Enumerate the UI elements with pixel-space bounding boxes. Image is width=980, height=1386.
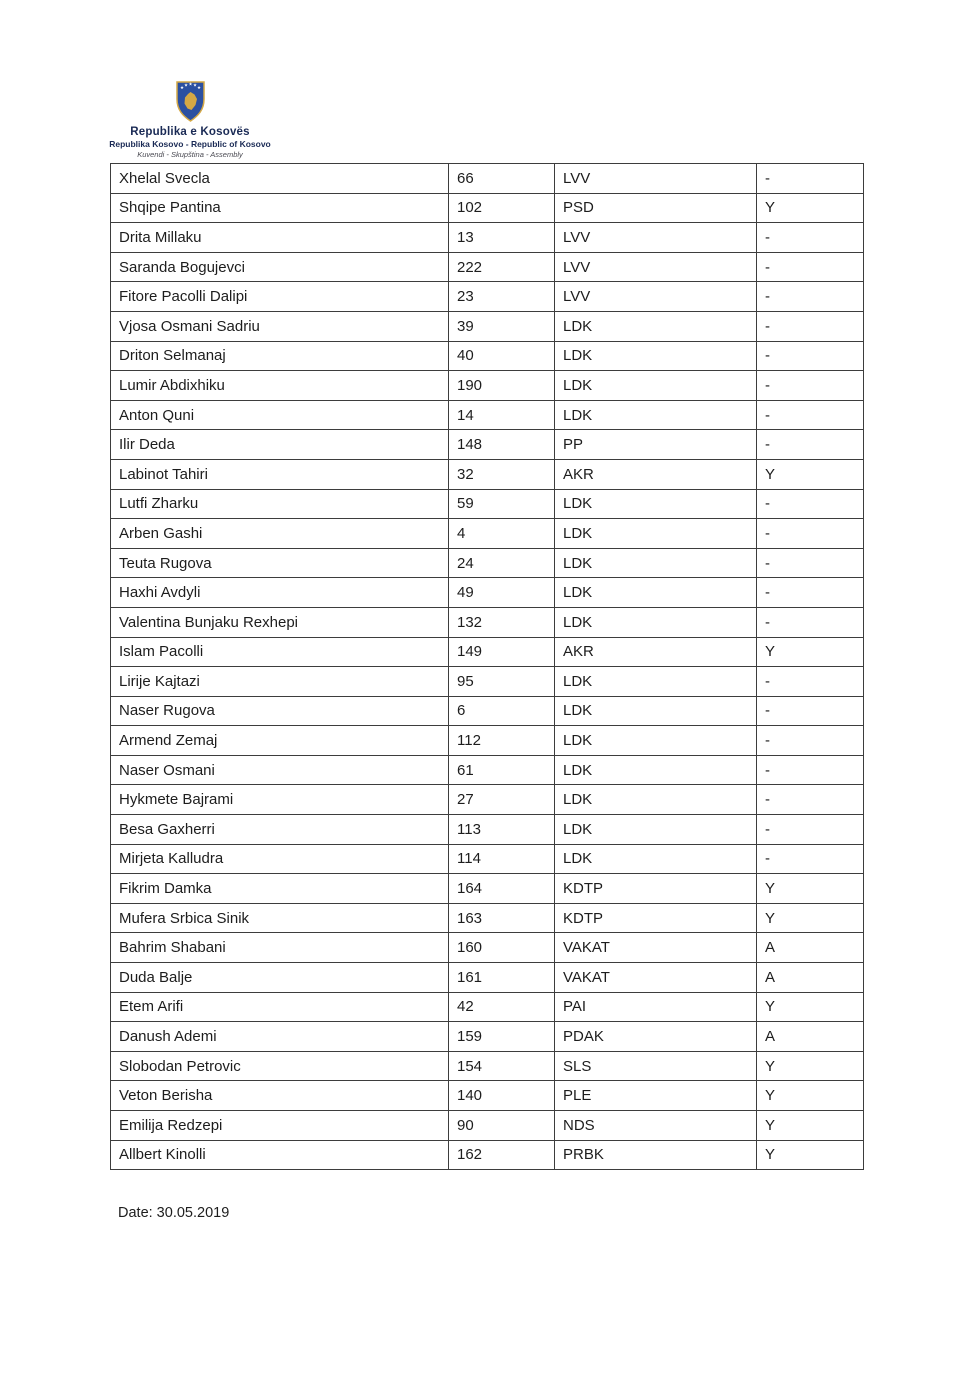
cell-party: LVV <box>555 282 757 312</box>
cell-vote: - <box>757 311 864 341</box>
cell-vote: - <box>757 400 864 430</box>
table-row <box>111 696 864 726</box>
cell-deputy-name: Ilir Deda <box>111 430 449 460</box>
cell-ballot-number: 66 <box>449 164 555 194</box>
table-row <box>111 815 864 845</box>
table-row <box>111 578 864 608</box>
table-row <box>111 193 864 223</box>
cell-ballot-number: 112 <box>449 726 555 756</box>
cell-party: SLS <box>555 1051 757 1081</box>
cell-vote: - <box>757 489 864 519</box>
cell-deputy-name: Shqipe Pantina <box>111 193 449 223</box>
cell-deputy-name: Hykmete Bajrami <box>111 785 449 815</box>
cell-party: KDTP <box>555 903 757 933</box>
cell-deputy-name: Bahrim Shabani <box>111 933 449 963</box>
cell-party: NDS <box>555 1111 757 1141</box>
cell-vote: Y <box>757 1051 864 1081</box>
cell-vote: - <box>757 282 864 312</box>
cell-party: LDK <box>555 311 757 341</box>
cell-party: LDK <box>555 696 757 726</box>
cell-deputy-name: Emilija Redzepi <box>111 1111 449 1141</box>
header-title-bilingual: Republika Kosovo - Republic of Kosovo <box>109 139 271 150</box>
table-row <box>111 933 864 963</box>
cell-party: LDK <box>555 726 757 756</box>
table-row <box>111 844 864 874</box>
cell-deputy-name: Etem Arifi <box>111 992 449 1022</box>
cell-vote: - <box>757 548 864 578</box>
cell-deputy-name: Danush Ademi <box>111 1022 449 1052</box>
table-row <box>111 874 864 904</box>
cell-ballot-number: 90 <box>449 1111 555 1141</box>
cell-ballot-number: 149 <box>449 637 555 667</box>
cell-vote: Y <box>757 992 864 1022</box>
cell-ballot-number: 148 <box>449 430 555 460</box>
svg-text:★: ★ <box>179 85 184 90</box>
document-header <box>108 80 272 161</box>
cell-party: PP <box>555 430 757 460</box>
cell-vote: - <box>757 667 864 697</box>
cell-party: PAI <box>555 992 757 1022</box>
cell-vote: - <box>757 430 864 460</box>
cell-vote: Y <box>757 637 864 667</box>
cell-vote: Y <box>757 193 864 223</box>
cell-ballot-number: 222 <box>449 252 555 282</box>
cell-ballot-number: 40 <box>449 341 555 371</box>
cell-deputy-name: Haxhi Avdyli <box>111 578 449 608</box>
cell-vote: Y <box>757 874 864 904</box>
cell-vote: Y <box>757 1111 864 1141</box>
cell-party: LDK <box>555 371 757 401</box>
header-subtitle-assembly: Kuvendi - Skupština - Assembly <box>137 150 243 160</box>
cell-vote: - <box>757 164 864 194</box>
table-row <box>111 164 864 194</box>
cell-ballot-number: 140 <box>449 1081 555 1111</box>
table-row <box>111 755 864 785</box>
table-row <box>111 607 864 637</box>
cell-deputy-name: Xhelal Svecla <box>111 164 449 194</box>
cell-vote: Y <box>757 903 864 933</box>
cell-deputy-name: Driton Selmanaj <box>111 341 449 371</box>
cell-vote: - <box>757 785 864 815</box>
cell-vote: Y <box>757 1081 864 1111</box>
cell-party: PRBK <box>555 1140 757 1170</box>
cell-deputy-name: Saranda Bogujevci <box>111 252 449 282</box>
cell-deputy-name: Drita Millaku <box>111 223 449 253</box>
table-row <box>111 311 864 341</box>
cell-party: AKR <box>555 637 757 667</box>
cell-ballot-number: 39 <box>449 311 555 341</box>
cell-ballot-number: 154 <box>449 1051 555 1081</box>
cell-vote: A <box>757 1022 864 1052</box>
cell-ballot-number: 159 <box>449 1022 555 1052</box>
cell-deputy-name: Besa Gaxherri <box>111 815 449 845</box>
cell-vote: - <box>757 696 864 726</box>
cell-ballot-number: 49 <box>449 578 555 608</box>
cell-party: LDK <box>555 519 757 549</box>
deputies-vote-table <box>110 163 864 1170</box>
table-row <box>111 430 864 460</box>
svg-text:★: ★ <box>188 81 193 87</box>
cell-deputy-name: Armend Zemaj <box>111 726 449 756</box>
cell-party: LDK <box>555 548 757 578</box>
table-row <box>111 489 864 519</box>
cell-ballot-number: 61 <box>449 755 555 785</box>
cell-deputy-name: Fikrim Damka <box>111 874 449 904</box>
table-row <box>111 223 864 253</box>
cell-vote: - <box>757 223 864 253</box>
table-row <box>111 992 864 1022</box>
cell-party: LVV <box>555 252 757 282</box>
cell-deputy-name: Vjosa Osmani Sadriu <box>111 311 449 341</box>
cell-deputy-name: Valentina Bunjaku Rexhepi <box>111 607 449 637</box>
cell-ballot-number: 161 <box>449 963 555 993</box>
cell-vote: - <box>757 726 864 756</box>
table-row <box>111 400 864 430</box>
cell-ballot-number: 27 <box>449 785 555 815</box>
cell-deputy-name: Mirjeta Kalludra <box>111 844 449 874</box>
table-row <box>111 1051 864 1081</box>
cell-vote: - <box>757 252 864 282</box>
cell-deputy-name: Lirije Kajtazi <box>111 667 449 697</box>
cell-vote: - <box>757 815 864 845</box>
cell-vote: A <box>757 963 864 993</box>
table-row <box>111 371 864 401</box>
table-row <box>111 903 864 933</box>
cell-ballot-number: 13 <box>449 223 555 253</box>
cell-party: PSD <box>555 193 757 223</box>
table-row <box>111 1022 864 1052</box>
svg-text:★: ★ <box>196 85 201 90</box>
cell-ballot-number: 163 <box>449 903 555 933</box>
cell-deputy-name: Lumir Abdixhiku <box>111 371 449 401</box>
table-row <box>111 1081 864 1111</box>
cell-vote: A <box>757 933 864 963</box>
table-row <box>111 667 864 697</box>
cell-deputy-name: Duda Balje <box>111 963 449 993</box>
cell-ballot-number: 59 <box>449 489 555 519</box>
cell-party: VAKAT <box>555 963 757 993</box>
cell-vote: - <box>757 755 864 785</box>
cell-ballot-number: 14 <box>449 400 555 430</box>
table-row <box>111 282 864 312</box>
cell-party: LDK <box>555 815 757 845</box>
cell-deputy-name: Labinot Tahiri <box>111 459 449 489</box>
cell-party: LDK <box>555 400 757 430</box>
cell-ballot-number: 114 <box>449 844 555 874</box>
cell-ballot-number: 162 <box>449 1140 555 1170</box>
cell-deputy-name: Slobodan Petrovic <box>111 1051 449 1081</box>
cell-vote: - <box>757 371 864 401</box>
cell-ballot-number: 4 <box>449 519 555 549</box>
cell-party: LDK <box>555 667 757 697</box>
cell-deputy-name: Teuta Rugova <box>111 548 449 578</box>
cell-vote: Y <box>757 459 864 489</box>
cell-party: LDK <box>555 607 757 637</box>
svg-text:★: ★ <box>183 82 188 88</box>
table-row <box>111 459 864 489</box>
table-row <box>111 252 864 282</box>
table-row <box>111 341 864 371</box>
table-row <box>111 726 864 756</box>
cell-ballot-number: 42 <box>449 992 555 1022</box>
cell-vote: - <box>757 341 864 371</box>
cell-party: LVV <box>555 164 757 194</box>
cell-party: PDAK <box>555 1022 757 1052</box>
cell-party: LDK <box>555 785 757 815</box>
header-title-albanian: Republika e Kosovës <box>130 126 250 138</box>
cell-party: AKR <box>555 459 757 489</box>
cell-deputy-name: Lutfi Zharku <box>111 489 449 519</box>
cell-deputy-name: Naser Osmani <box>111 755 449 785</box>
cell-ballot-number: 6 <box>449 696 555 726</box>
table-row <box>111 519 864 549</box>
table-row <box>111 548 864 578</box>
cell-deputy-name: Mufera Srbica Sinik <box>111 903 449 933</box>
table-row <box>111 1111 864 1141</box>
cell-vote: - <box>757 844 864 874</box>
cell-ballot-number: 24 <box>449 548 555 578</box>
cell-ballot-number: 102 <box>449 193 555 223</box>
cell-ballot-number: 95 <box>449 667 555 697</box>
cell-vote: Y <box>757 1140 864 1170</box>
cell-party: LDK <box>555 755 757 785</box>
cell-vote: - <box>757 519 864 549</box>
cell-ballot-number: 32 <box>449 459 555 489</box>
cell-ballot-number: 23 <box>449 282 555 312</box>
cell-deputy-name: Veton Berisha <box>111 1081 449 1111</box>
cell-deputy-name: Anton Quni <box>111 400 449 430</box>
cell-ballot-number: 190 <box>449 371 555 401</box>
cell-ballot-number: 132 <box>449 607 555 637</box>
svg-text:★: ★ <box>192 82 197 88</box>
cell-ballot-number: 164 <box>449 874 555 904</box>
document-date: Date: 30.05.2019 <box>118 1205 230 1221</box>
cell-deputy-name: Allbert Kinolli <box>111 1140 449 1170</box>
cell-party: LDK <box>555 844 757 874</box>
cell-vote: - <box>757 578 864 608</box>
table-row <box>111 785 864 815</box>
cell-deputy-name: Naser Rugova <box>111 696 449 726</box>
table-row <box>111 637 864 667</box>
cell-party: LVV <box>555 223 757 253</box>
cell-ballot-number: 113 <box>449 815 555 845</box>
kosovo-coat-of-arms-icon <box>175 80 206 123</box>
cell-party: KDTP <box>555 874 757 904</box>
table-row <box>111 1140 864 1170</box>
cell-party: PLE <box>555 1081 757 1111</box>
cell-ballot-number: 160 <box>449 933 555 963</box>
cell-deputy-name: Arben Gashi <box>111 519 449 549</box>
cell-party: LDK <box>555 341 757 371</box>
cell-vote: - <box>757 607 864 637</box>
cell-party: LDK <box>555 578 757 608</box>
cell-deputy-name: Islam Pacolli <box>111 637 449 667</box>
cell-party: VAKAT <box>555 933 757 963</box>
cell-deputy-name: Fitore Pacolli Dalipi <box>111 282 449 312</box>
table-row <box>111 963 864 993</box>
cell-party: LDK <box>555 489 757 519</box>
